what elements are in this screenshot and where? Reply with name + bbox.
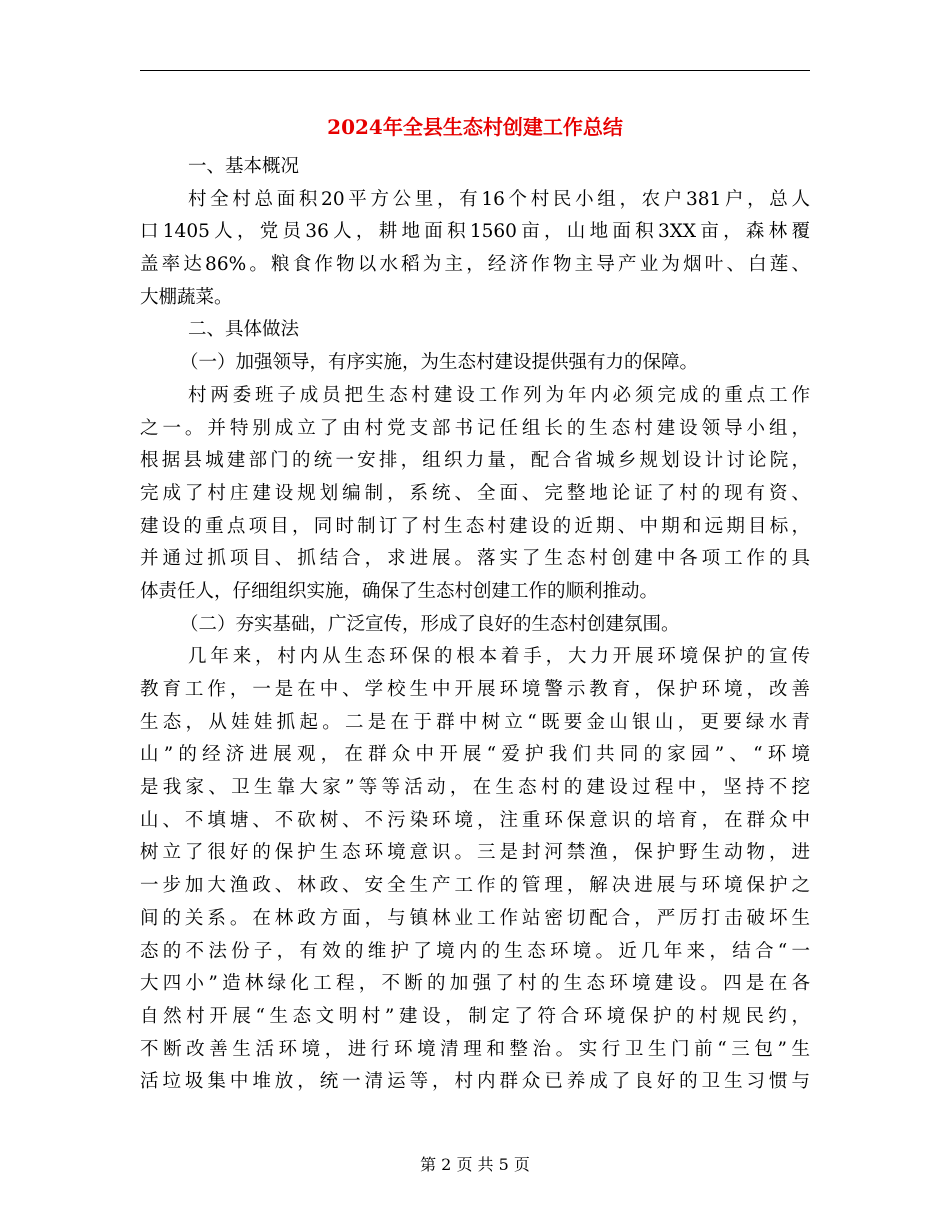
body-line: 活垃圾集中堆放，统一清运等，村内群众已养成了良好的卫生习惯与 xyxy=(140,1071,810,1093)
body-line: 大棚蔬菜。 xyxy=(140,286,233,308)
body-line: 教育工作，一是在中、学校生中开展环境警示教育，保护环境，改善 xyxy=(140,679,810,700)
body-line: 村全村总面积20平方公里，有16个村民小组，农户381户，总人 xyxy=(188,188,810,210)
body-line: 几年来，村内从生态环保的根本着手，大力开展环境保护的宣传 xyxy=(188,646,810,668)
body-line: 根据县城建部门的统一安排，组织力量，配合省城乡规划设计讨论院， xyxy=(140,450,810,472)
body-line: 村两委班子成员把生态村建设工作列为年内必须完成的重点工作 xyxy=(188,384,810,406)
body-line: （二）夯实基础，广泛宣传，形成了良好的生态村创建氛围。 xyxy=(180,613,680,635)
page-number-footer: 第 2 页 共 5 页 xyxy=(420,1155,530,1174)
body-line: 一步加大渔政、林政、安全生产工作的管理，解决进展与环境保护之 xyxy=(140,875,810,897)
body-line: 一、基本概况 xyxy=(188,156,300,177)
document-title: 2024年全县生态村创建工作总结 xyxy=(327,115,623,139)
body-line: 树立了很好的保护生态环境意识。三是封河禁渔，保护野生动物，进 xyxy=(140,842,810,864)
body-line: 建设的重点项目，同时制订了村生态村建设的近期、中期和远期目标， xyxy=(140,515,810,537)
document-body xyxy=(140,151,810,1099)
body-line: 自然村开展“生态文明村”建设，制定了符合环境保护的村规民约， xyxy=(140,1005,810,1027)
body-line: 并通过抓项目、抓结合，求进展。落实了生态村创建中各项工作的具 xyxy=(140,548,810,570)
body-line: 口1405人，党员36人，耕地面积1560亩，山地面积3XX亩，森林覆 xyxy=(140,221,810,243)
body-line: （一）加强领导，有序实施，为生态村建设提供强有力的保障。 xyxy=(180,352,699,374)
body-line: 完成了村庄建设规划编制，系统、全面、完整地论证了村的现有资、 xyxy=(140,482,810,504)
body-line: 盖率达86%。粮食作物以水稻为主，经济作物主导产业为烟叶、白莲、 xyxy=(140,254,810,276)
body-line: 山”的经济进展观，在群众中开展“爱护我们共同的家园”、“环境 xyxy=(140,744,810,766)
body-line: 之一。并特别成立了由村党支部书记任组长的生态村建设领导小组， xyxy=(140,417,810,439)
body-line: 大四小”造林绿化工程，不断的加强了村的生态环境建设。四是在各 xyxy=(140,973,810,995)
header-rule xyxy=(140,70,810,71)
body-line: 是我家、卫生靠大家”等等活动，在生态村的建设过程中，坚持不挖 xyxy=(140,777,810,799)
body-line: 山、不填塘、不砍树、不污染环境，注重环保意识的培育，在群众中 xyxy=(140,809,810,831)
body-line: 态的不法份子，有效的维护了境内的生态环境。近几年来，结合“一 xyxy=(140,940,810,962)
body-line: 生态，从娃娃抓起。二是在于群中树立“既要金山银山，更要绿水青 xyxy=(140,711,810,733)
body-line: 不断改善生活环境，进行环境清理和整治。实行卫生门前“三包”生 xyxy=(140,1038,810,1060)
body-line: 体责任人，仔细组织实施，确保了生态村创建工作的顺利推动。 xyxy=(140,580,659,602)
body-line: 间的关系。在林政方面，与镇林业工作站密切配合，严厉打击破坏生 xyxy=(140,907,810,929)
body-line: 二、具体做法 xyxy=(188,319,300,341)
